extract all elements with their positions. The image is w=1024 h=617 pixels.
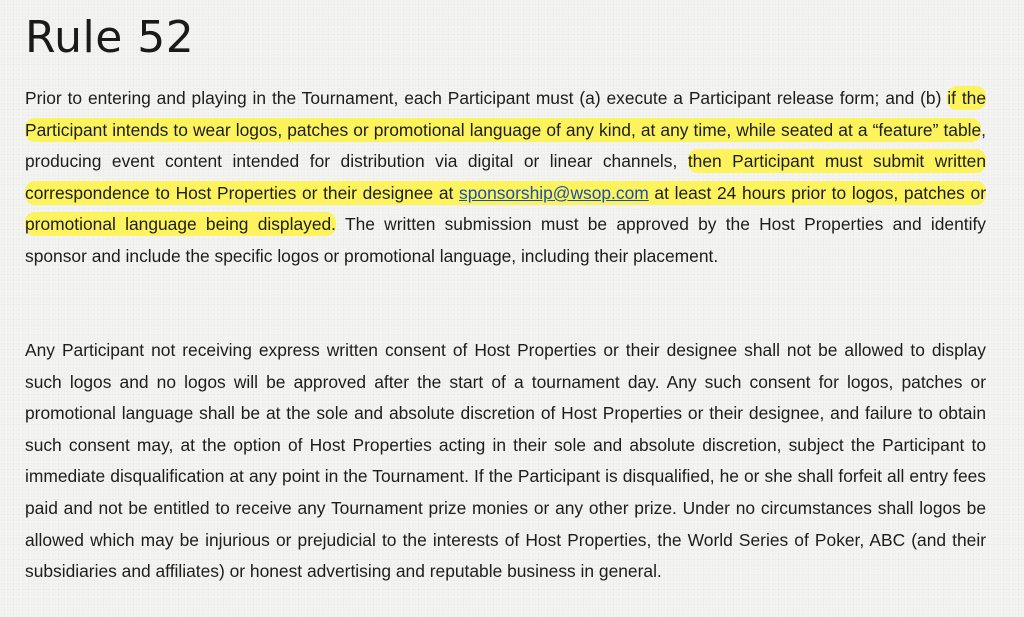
paragraph-intro-text: Prior to entering and playing in the Tournament, each Participant must (a) execute a Participant release form; and (b) [25,88,948,108]
sponsorship-email-link[interactable]: sponsorship@wsop.com [459,182,649,203]
highlighted-text-1: if the Participant intends to wear logos, patches or promotional language of any kind, at any time, while seated at a “feature” table [25,88,986,140]
highlighted-text-2b: at least 24 hours prior to logos, patches or promotional language being displayed. [25,182,986,235]
rule-paragraph-1 [25,83,986,273]
rule-paragraph-2: Any Participant not receiving express written consent of Host Properties or their designee shall not be allowed to display such logos and no logos will be approved after the start of a tournament day. Any such consent for logos, patches or promotional language shall be at the sole and absolute discretion of Host Properties or their designee, and failure to obtain such consent may, at the option of Host Properties acting in their sole and absolute discretion, subject the Participant to immediate disqualification at any point in the Tournament. If the Participant is disqualified, he or she shall forfeit all entry fees paid and not be entitled to receive any Tournament prize monies or any other prize. Under no circumstances shall logos be allowed which may be injurious or prejudicial to the interests of Host Properties, the World Series of Poker, ABC (and their subsidiaries and affiliates) or honest advertising and reputable business in general. [25,340,986,582]
paragraph-middle-text: , producing event content intended for distribution via digital or linear channels, [25,119,986,172]
paragraph-end-text: The written submission must be approved by the Host Properties and identify sponsor and include the specific logos or promotional language, including their placement. [25,214,986,266]
page-title: Rule 52 [25,12,195,63]
highlighted-text-2a: then Participant must submit written correspondence to Host Properties or their designee at [25,151,986,203]
